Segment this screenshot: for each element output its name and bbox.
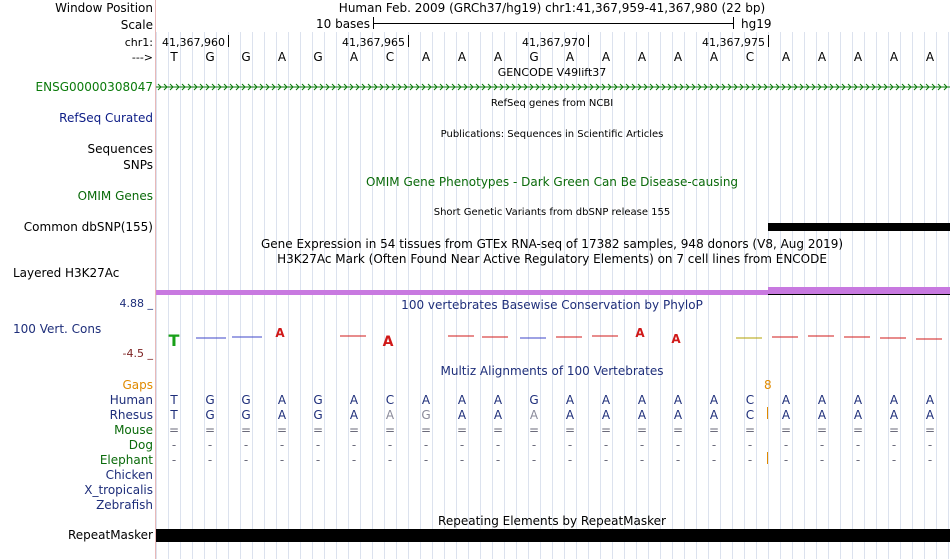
alignment-base: A xyxy=(781,393,791,407)
grid-line xyxy=(816,32,817,559)
alignment-base: C xyxy=(745,408,755,422)
alignment-base: G xyxy=(313,393,323,407)
repeatmasker-track-label[interactable]: RepeatMasker xyxy=(67,528,153,542)
repeatmasker-track-title: Repeating Elements by RepeatMasker xyxy=(438,514,666,528)
grid-line xyxy=(684,32,685,559)
alignment-base: A xyxy=(673,393,683,407)
species-label[interactable]: Elephant xyxy=(99,453,153,467)
alignment-base: - xyxy=(423,438,429,452)
base-letter: A xyxy=(421,50,431,64)
grid-line xyxy=(372,32,373,559)
scale-text: 10 bases xyxy=(316,17,370,31)
grid-line xyxy=(384,32,385,559)
alignment-base: = xyxy=(276,423,288,437)
base-letter: G xyxy=(313,50,323,64)
refseq-track-title: RefSeq genes from NCBI xyxy=(490,98,614,109)
grid-line xyxy=(432,32,433,559)
alignment-base: A xyxy=(709,408,719,422)
alignment-base: = xyxy=(312,423,324,437)
alignment-base: = xyxy=(708,423,720,437)
grid-line xyxy=(408,32,409,559)
grid-line xyxy=(672,32,673,559)
alignment-base: C xyxy=(385,393,395,407)
alignment-base: = xyxy=(600,423,612,437)
alignment-base: = xyxy=(564,423,576,437)
alignment-base: - xyxy=(675,438,681,452)
alignment-base: A xyxy=(925,408,935,422)
species-label[interactable]: Rhesus xyxy=(109,408,153,422)
gencode-gene-feature[interactable] xyxy=(156,82,950,92)
base-letter: A xyxy=(853,50,863,64)
alignment-base: - xyxy=(567,438,573,452)
alignment-base: = xyxy=(780,423,792,437)
coord-tick xyxy=(408,35,409,47)
alignment-base: - xyxy=(819,438,825,452)
alignment-base: - xyxy=(855,438,861,452)
grid-line xyxy=(564,32,565,559)
grid-line xyxy=(168,32,169,559)
grid-line xyxy=(768,32,769,559)
alignment-base: = xyxy=(924,423,936,437)
grid-line xyxy=(720,32,721,559)
base-letter: A xyxy=(349,50,359,64)
alignment-base: - xyxy=(387,438,393,452)
grid-line xyxy=(948,32,949,559)
gaps-label: Gaps xyxy=(122,378,153,392)
grid-line xyxy=(240,32,241,559)
base-grid xyxy=(156,32,950,559)
alignment-base: = xyxy=(384,423,396,437)
gencode-gene-label[interactable]: ENSG00000308047 xyxy=(35,80,153,94)
strand-label[interactable]: ---> xyxy=(131,51,153,64)
conservation-logo-letter: A xyxy=(671,332,681,346)
base-letter: A xyxy=(817,50,827,64)
alignment-base: - xyxy=(567,453,573,467)
grid-line xyxy=(156,32,157,559)
species-label[interactable]: Chicken xyxy=(105,468,153,482)
alignment-base: - xyxy=(243,453,249,467)
species-label[interactable]: Mouse xyxy=(114,423,153,437)
grid-line xyxy=(396,32,397,559)
scale-bar-right-tick xyxy=(733,17,734,29)
alignment-base: - xyxy=(783,438,789,452)
alignment-base: - xyxy=(783,453,789,467)
grid-line xyxy=(348,32,349,559)
alignment-base: = xyxy=(672,423,684,437)
alignment-base: - xyxy=(927,438,933,452)
alignment-base: - xyxy=(279,453,285,467)
alignment-base: - xyxy=(387,453,393,467)
grid-line xyxy=(600,32,601,559)
base-letter: A xyxy=(493,50,503,64)
alignment-base: A xyxy=(457,393,467,407)
alignment-base: C xyxy=(745,393,755,407)
alignment-base: - xyxy=(207,438,213,452)
h3k27ac-baseline xyxy=(768,294,950,295)
grid-line xyxy=(252,32,253,559)
h3k27ac-track-title: H3K27Ac Mark (Often Found Near Active Regulatory Elements) on 7 cell lines from ENCODE xyxy=(277,252,827,266)
alignment-base: A xyxy=(277,408,287,422)
alignment-base: = xyxy=(348,423,360,437)
h3k27ac-track-label[interactable]: Layered H3K27Ac xyxy=(13,266,120,280)
grid-line xyxy=(492,32,493,559)
dbsnp-track-label[interactable]: Common dbSNP(155) xyxy=(23,220,153,234)
alignment-base: - xyxy=(891,453,897,467)
alignment-base: A xyxy=(889,408,899,422)
assembly-label: hg19 xyxy=(741,17,772,31)
grid-line xyxy=(360,32,361,559)
window-position-label: Window Position xyxy=(55,1,153,15)
alignment-base: - xyxy=(639,438,645,452)
alignment-base: T xyxy=(170,393,178,407)
alignment-base: A xyxy=(493,393,503,407)
h3k27ac-signal[interactable] xyxy=(156,290,768,295)
alignment-base: - xyxy=(711,438,717,452)
conservation-logo-letter: T xyxy=(168,331,180,350)
snps-track-label[interactable]: SNPs xyxy=(123,158,153,172)
grid-line xyxy=(732,32,733,559)
grid-line xyxy=(204,32,205,559)
base-letter: A xyxy=(565,50,575,64)
alignment-base: = xyxy=(456,423,468,437)
grid-line xyxy=(528,32,529,559)
grid-line xyxy=(912,32,913,559)
grid-line xyxy=(840,32,841,559)
base-letter: G xyxy=(529,50,539,64)
grid-line xyxy=(744,32,745,559)
grid-line xyxy=(924,32,925,559)
species-label[interactable]: X_tropicalis xyxy=(84,483,153,497)
grid-line xyxy=(696,32,697,559)
scale-label: Scale xyxy=(120,18,153,32)
alignment-base: G xyxy=(421,408,431,422)
conservation-track-label[interactable]: 100 Vert. Cons xyxy=(13,322,102,336)
alignment-base: - xyxy=(315,453,321,467)
grid-line xyxy=(456,32,457,559)
alignment-base: - xyxy=(243,438,249,452)
alignment-base: A xyxy=(889,393,899,407)
alignment-base: = xyxy=(852,423,864,437)
omim-track-title: OMIM Gene Phenotypes - Dark Green Can Be Disease-causing xyxy=(365,175,739,189)
alignment-base: A xyxy=(529,408,539,422)
alignment-base: G xyxy=(241,408,251,422)
grid-line xyxy=(468,32,469,559)
grid-line xyxy=(180,32,181,559)
alignment-base: A xyxy=(457,408,467,422)
alignment-base: - xyxy=(927,453,933,467)
alignment-base: A xyxy=(349,408,359,422)
grid-line xyxy=(540,32,541,559)
coord-label: 41,367,970 xyxy=(522,36,585,49)
grid-line xyxy=(900,32,901,559)
position-title: Human Feb. 2009 (GRCh37/hg19) chr1:41,367,959-41,367,980 (22 bp) xyxy=(338,1,766,15)
grid-line xyxy=(420,32,421,559)
conservation-plot[interactable] xyxy=(156,326,950,352)
base-letter: G xyxy=(241,50,251,64)
alignment-base: - xyxy=(747,453,753,467)
grid-line xyxy=(708,32,709,559)
alignment-base: = xyxy=(168,423,180,437)
grid-line xyxy=(216,32,217,559)
species-label[interactable]: Zebrafish xyxy=(96,498,153,512)
alignment-base: - xyxy=(819,453,825,467)
gap-marker-rhesus xyxy=(767,407,768,419)
grid-line xyxy=(504,32,505,559)
gencode-track-title: GENCODE V49lift37 xyxy=(497,66,607,79)
gap-count: 8 xyxy=(764,378,772,392)
alignment-base: A xyxy=(853,408,863,422)
alignment-base: - xyxy=(639,453,645,467)
alignment-base: = xyxy=(744,423,756,437)
grid-line xyxy=(660,32,661,559)
species-label[interactable]: Dog xyxy=(128,438,153,452)
alignment-base: = xyxy=(492,423,504,437)
grid-line xyxy=(804,32,805,559)
sequences-track-label[interactable]: Sequences xyxy=(87,142,153,156)
grid-line xyxy=(648,32,649,559)
grid-line xyxy=(756,32,757,559)
alignment-base: A xyxy=(565,393,575,407)
grid-line xyxy=(300,32,301,559)
coord-label: 41,367,975 xyxy=(702,36,765,49)
coord-tick xyxy=(228,35,229,47)
alignment-base: - xyxy=(675,453,681,467)
omim-track-label[interactable]: OMIM Genes xyxy=(77,189,153,203)
grid-line xyxy=(552,32,553,559)
repeatmasker-element[interactable] xyxy=(156,529,950,542)
alignment-base: A xyxy=(673,408,683,422)
alignment-base: - xyxy=(747,438,753,452)
grid-line xyxy=(864,32,865,559)
grid-line xyxy=(828,32,829,559)
alignment-base: G xyxy=(313,408,323,422)
alignment-base: - xyxy=(603,438,609,452)
grid-line xyxy=(888,32,889,559)
scale-bar-left-tick xyxy=(373,17,374,29)
publications-track-title: Publications: Sequences in Scientific Articles xyxy=(440,129,664,140)
alignment-base: = xyxy=(204,423,216,437)
base-letter: A xyxy=(601,50,611,64)
base-letter: C xyxy=(745,50,755,64)
base-letter: T xyxy=(170,50,178,64)
base-letter: A xyxy=(673,50,683,64)
grid-line xyxy=(612,32,613,559)
alignment-base: - xyxy=(279,438,285,452)
alignment-base: T xyxy=(170,408,178,422)
coord-label: 41,367,960 xyxy=(162,36,225,49)
alignment-base: A xyxy=(421,393,431,407)
alignment-base: A xyxy=(349,393,359,407)
conservation-logo-letter: A xyxy=(382,334,394,350)
base-letter: A xyxy=(457,50,467,64)
grid-line xyxy=(192,32,193,559)
grid-line xyxy=(276,32,277,559)
alignment-base: A xyxy=(493,408,503,422)
alignment-base: - xyxy=(171,453,177,467)
alignment-base: A xyxy=(565,408,575,422)
base-letter: C xyxy=(385,50,395,64)
grid-line xyxy=(312,32,313,559)
alignment-base: - xyxy=(855,453,861,467)
multiz-track-title: Multiz Alignments of 100 Vertebrates xyxy=(440,364,664,378)
alignment-base: A xyxy=(853,393,863,407)
alignment-base: = xyxy=(528,423,540,437)
alignment-base: = xyxy=(816,423,828,437)
grid-line xyxy=(588,32,589,559)
grid-line xyxy=(852,32,853,559)
alignment-base: - xyxy=(459,438,465,452)
species-label[interactable]: Human xyxy=(109,393,153,407)
conservation-logo-letter: A xyxy=(275,326,285,340)
grid-line xyxy=(636,32,637,559)
conservation-logo-letter: A xyxy=(635,326,645,340)
alignment-base: - xyxy=(711,453,717,467)
alignment-base: = xyxy=(636,423,648,437)
alignment-base: A xyxy=(925,393,935,407)
grid-line xyxy=(624,32,625,559)
alignment-base: A xyxy=(817,408,827,422)
dbsnp-variant-feature[interactable] xyxy=(768,223,950,231)
base-letter: A xyxy=(781,50,791,64)
alignment-base: - xyxy=(603,453,609,467)
alignment-base: - xyxy=(351,453,357,467)
grid-line xyxy=(288,32,289,559)
alignment-base: = xyxy=(240,423,252,437)
alignment-base: - xyxy=(531,438,537,452)
alignment-base: - xyxy=(423,453,429,467)
alignment-base: G xyxy=(205,393,215,407)
base-letter: A xyxy=(277,50,287,64)
base-letter: A xyxy=(889,50,899,64)
chrom-label: chr1: xyxy=(124,36,153,49)
grid-line xyxy=(936,32,937,559)
alignment-base: A xyxy=(637,393,647,407)
alignment-base: = xyxy=(420,423,432,437)
gtex-track-title: Gene Expression in 54 tissues from GTEx RNA-seq of 17382 samples, 948 donors (V8, Aug 2019) xyxy=(260,237,844,251)
coord-tick xyxy=(588,35,589,47)
alignment-base: A xyxy=(781,408,791,422)
alignment-base: A xyxy=(385,408,395,422)
coord-tick xyxy=(768,35,769,47)
alignment-base: - xyxy=(207,453,213,467)
alignment-base: G xyxy=(205,408,215,422)
grid-line xyxy=(576,32,577,559)
base-letter: A xyxy=(925,50,935,64)
grid-line xyxy=(876,32,877,559)
conservation-min-label: -4.5 _ xyxy=(122,347,153,360)
base-letter: G xyxy=(205,50,215,64)
base-letter: A xyxy=(637,50,647,64)
conservation-max-label: 4.88 _ xyxy=(119,297,153,310)
alignment-base: - xyxy=(495,438,501,452)
grid-line xyxy=(336,32,337,559)
grid-line xyxy=(780,32,781,559)
base-letter: A xyxy=(709,50,719,64)
coord-label: 41,367,965 xyxy=(342,36,405,49)
alignment-base: = xyxy=(888,423,900,437)
scale-bar xyxy=(373,23,733,24)
alignment-base: - xyxy=(459,453,465,467)
alignment-base: - xyxy=(351,438,357,452)
alignment-base: G xyxy=(529,393,539,407)
alignment-base: A xyxy=(601,408,611,422)
grid-line xyxy=(228,32,229,559)
grid-line xyxy=(516,32,517,559)
alignment-base: - xyxy=(171,438,177,452)
alignment-base: A xyxy=(277,393,287,407)
alignment-base: - xyxy=(495,453,501,467)
refseq-track-label[interactable]: RefSeq Curated xyxy=(59,111,153,125)
dbsnp-track-title: Short Genetic Variants from dbSNP release 155 xyxy=(433,207,671,218)
alignment-base: A xyxy=(601,393,611,407)
grid-line xyxy=(324,32,325,559)
alignment-base: - xyxy=(531,453,537,467)
grid-line xyxy=(792,32,793,559)
alignment-base: - xyxy=(315,438,321,452)
grid-line xyxy=(480,32,481,559)
grid-line xyxy=(444,32,445,559)
alignment-base: G xyxy=(241,393,251,407)
alignment-base: A xyxy=(817,393,827,407)
conservation-track-title: 100 vertebrates Basewise Conservation by PhyloP xyxy=(401,298,703,312)
alignment-base: A xyxy=(637,408,647,422)
alignment-base: - xyxy=(891,438,897,452)
gap-marker-elephant xyxy=(767,452,768,464)
grid-line xyxy=(264,32,265,559)
alignment-base: A xyxy=(709,393,719,407)
